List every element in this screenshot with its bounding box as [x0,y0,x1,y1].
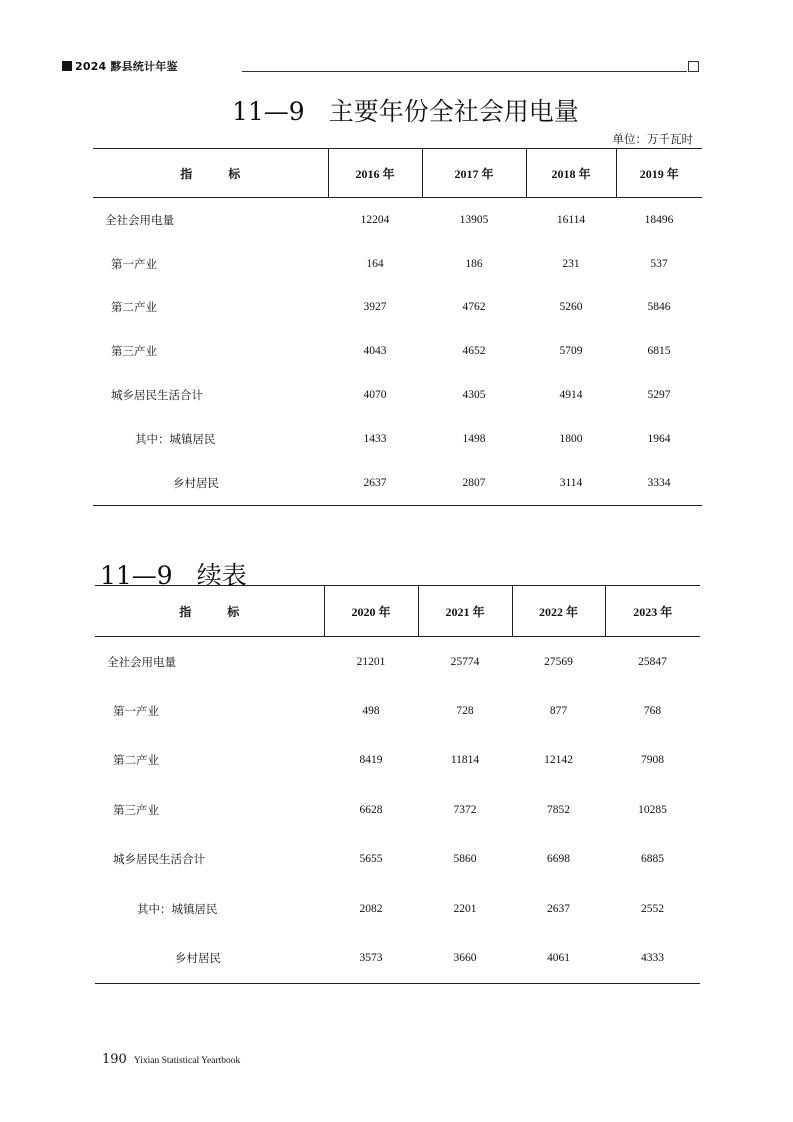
cell-value: 3114 [559,476,583,489]
table-row [93,286,702,330]
year-header: 2018 年 [526,149,616,198]
indicator-header-char-b: 标 [227,604,240,619]
cell-value: 13905 [459,213,489,226]
cell-value: 11814 [450,754,480,767]
cell-value: 1800 [559,432,583,445]
cell-value: 5846 [647,301,671,314]
cell-value: 1433 [363,432,387,445]
running-header [62,58,699,74]
table-row [95,686,700,735]
year-header: 2019 年 [616,149,702,198]
indicator-header [93,149,328,198]
table-row [93,198,702,242]
cell-value: 2201 [453,902,477,915]
cell-value: 7908 [641,754,664,767]
cell-value: 2637 [547,902,570,915]
year-header: 2020 年 [324,586,418,637]
cell-value: 7372 [453,803,477,816]
cell-value: 4652 [462,345,486,358]
cell-value: 7852 [547,803,570,816]
indicator-header [95,586,324,637]
cell-value: 25774 [450,655,480,668]
table2 [95,585,700,984]
table1-title [232,92,579,128]
cell-value: 498 [362,705,380,718]
cell-value: 3334 [647,476,671,489]
row-label: 城乡居民生活合计 [111,388,203,403]
cell-value: 2637 [363,476,387,489]
row-label: 其中：城镇居民 [135,431,216,446]
table-row [93,242,702,286]
table-row [95,884,700,933]
cell-value: 6698 [547,853,570,866]
cell-value: 4305 [462,389,486,402]
row-label: 乡村居民 [175,951,221,966]
table-row [93,461,702,505]
indicator-header-char-a: 指 [180,166,193,181]
cell-value: 728 [456,705,474,718]
cell-value: 2082 [359,902,383,915]
cell-value: 5709 [559,345,583,358]
cell-value: 3573 [359,952,383,965]
row-label: 乡村居民 [173,475,219,490]
cell-value: 768 [643,705,662,718]
year-header: 2016 年 [328,149,422,198]
cell-value: 5260 [559,301,583,314]
page-number: 190 [102,1052,127,1067]
year-header: 2022 年 [512,586,605,637]
cell-value: 2552 [641,902,664,915]
cell-value: 537 [650,257,668,270]
table1-unit: 单位：万千瓦时 [612,132,693,146]
cell-value: 231 [562,257,580,270]
table2-title-text: 续表 [196,561,247,590]
cell-value: 3660 [453,952,477,965]
cell-value: 12204 [360,213,390,226]
row-label: 第一产业 [111,256,157,271]
cell-value: 877 [549,705,568,718]
year-header: 2023 年 [605,586,700,637]
cell-value: 4070 [363,389,387,402]
cell-value: 186 [465,257,483,270]
cell-value: 3927 [363,301,387,314]
cell-value: 27569 [544,655,573,668]
row-label: 第二产业 [111,300,157,315]
row-label: 全社会用电量 [107,654,176,669]
cell-value: 1964 [647,432,671,445]
row-label: 其中：城镇居民 [137,901,218,916]
cell-value: 5860 [453,853,477,866]
cell-value: 4762 [462,301,486,314]
table2-number: 11—9 [100,561,173,590]
page-footer [102,1048,240,1067]
cell-value: 4061 [547,952,570,965]
row-label: 第一产业 [113,704,159,719]
table-row [93,329,702,373]
empty-square-icon [688,61,699,72]
year-header: 2021 年 [418,586,512,637]
indicator-header-char-b: 标 [228,166,241,181]
cell-value: 164 [366,257,384,270]
table1-header-row [93,149,702,198]
header-rule [242,71,687,72]
cell-value: 4043 [363,345,387,358]
cell-value: 8419 [359,754,383,767]
table-row [95,835,700,884]
cell-value: 10285 [638,803,667,816]
cell-value: 18496 [644,213,674,226]
row-label: 第三产业 [113,802,159,817]
cell-value: 21201 [356,655,386,668]
row-label: 城乡居民生活合计 [113,852,205,867]
cell-value: 4333 [641,952,664,965]
cell-value: 6815 [647,345,671,358]
table-row [95,637,700,687]
year-header: 2017 年 [422,149,526,198]
row-label: 第三产业 [111,344,157,359]
cell-value: 6885 [641,853,664,866]
publication-name: Yixian Statistical Yeartbook [133,1056,241,1066]
row-label: 第二产业 [113,753,159,768]
row-label: 全社会用电量 [105,212,174,227]
black-square-icon [62,61,72,71]
table-row [95,785,700,834]
table1-number: 11—9 [232,97,305,126]
table2-header-row [95,586,700,637]
cell-value: 1498 [462,432,486,445]
cell-value: 2807 [462,476,486,489]
cell-value: 4914 [559,389,583,402]
table1-title-text: 主要年份全社会用电量 [328,97,579,126]
cell-value: 16114 [556,213,586,226]
table-row [95,933,700,983]
table-row [93,417,702,461]
indicator-header-char-a: 指 [179,604,192,619]
table-row [95,736,700,785]
cell-value: 25847 [638,655,667,668]
cell-value: 12142 [544,754,573,767]
cell-value: 6628 [359,803,383,816]
cell-value: 5297 [647,389,671,402]
cell-value: 5655 [359,853,383,866]
running-header-title: 2024 黟县统计年鉴 [75,60,178,73]
table1 [93,148,702,506]
table-row [93,373,702,417]
